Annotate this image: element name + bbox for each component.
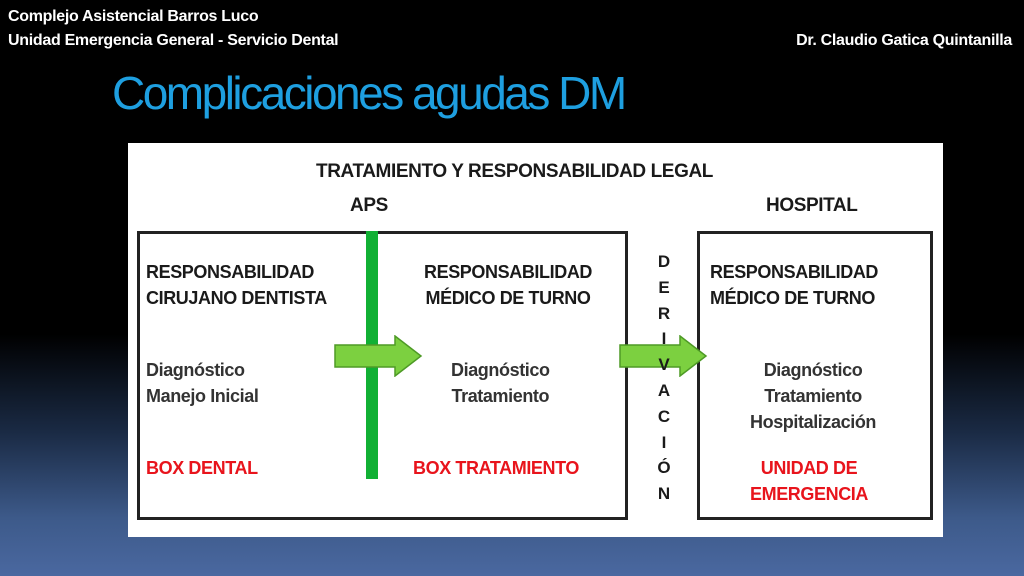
col3-responsibility — [710, 259, 878, 311]
derivacion-vertical-label — [656, 249, 672, 507]
col1-resp-line1: RESPONSABILIDAD — [146, 262, 315, 282]
right-arrow-icon — [333, 335, 423, 377]
col3-location-line1: UNIDAD DE — [760, 458, 858, 478]
col3-location-line2: EMERGENCIA — [750, 484, 869, 504]
col1-action2: Manejo Inicial — [146, 386, 259, 406]
col2-resp-line2: MÉDICO DE TURNO — [425, 288, 591, 308]
col1-action1: Diagnóstico — [146, 360, 245, 380]
hospital-label: HOSPITAL — [766, 195, 858, 216]
col2-action1: Diagnóstico — [451, 360, 550, 380]
derivacion-letter: N — [657, 484, 671, 504]
diagram-panel — [128, 143, 943, 537]
header-author: Dr. Claudio Gatica Quintanilla — [796, 32, 1012, 49]
diagram-heading: TRATAMIENTO Y RESPONSABILIDAD LEGAL — [316, 161, 713, 182]
header-institution: Complejo Asistencial Barros Luco — [8, 8, 259, 25]
derivacion-letter: V — [658, 355, 670, 375]
derivacion-letter: R — [657, 303, 671, 323]
derivacion-letter: I — [661, 432, 667, 452]
col2-location: BOX TRATAMIENTO — [413, 458, 579, 478]
col3-action2: Tratamiento — [764, 386, 862, 406]
col3-actions — [750, 357, 876, 435]
col1-location: BOX DENTAL — [146, 458, 258, 478]
derivacion-letter: I — [661, 329, 667, 349]
col3-resp-line2: MÉDICO DE TURNO — [710, 288, 876, 308]
header-unit: Unidad Emergencia General - Servicio Dental — [8, 32, 339, 49]
col3-location — [750, 455, 868, 507]
col1-resp-line2: CIRUJANO DENTISTA — [146, 288, 327, 308]
derivacion-letter: E — [658, 277, 670, 297]
col2-resp-line1: RESPONSABILIDAD — [424, 262, 593, 282]
col3-resp-line1: RESPONSABILIDAD — [710, 262, 879, 282]
derivacion-letter: D — [657, 252, 671, 271]
col2-responsibility — [424, 259, 592, 311]
col3-action1: Diagnóstico — [763, 360, 863, 380]
col1-actions — [146, 357, 258, 409]
slide-title: Complicaciones agudas DM — [112, 67, 625, 119]
col3-action3: Hospitalización — [750, 412, 877, 432]
aps-label: APS — [350, 195, 388, 216]
col2-actions — [451, 357, 550, 409]
derivacion-letter: C — [657, 406, 671, 426]
col2-action2: Tratamiento — [451, 386, 550, 406]
col1-responsibility — [146, 259, 327, 311]
derivacion-letter: Ó — [657, 458, 671, 478]
derivacion-letter: A — [657, 380, 671, 400]
